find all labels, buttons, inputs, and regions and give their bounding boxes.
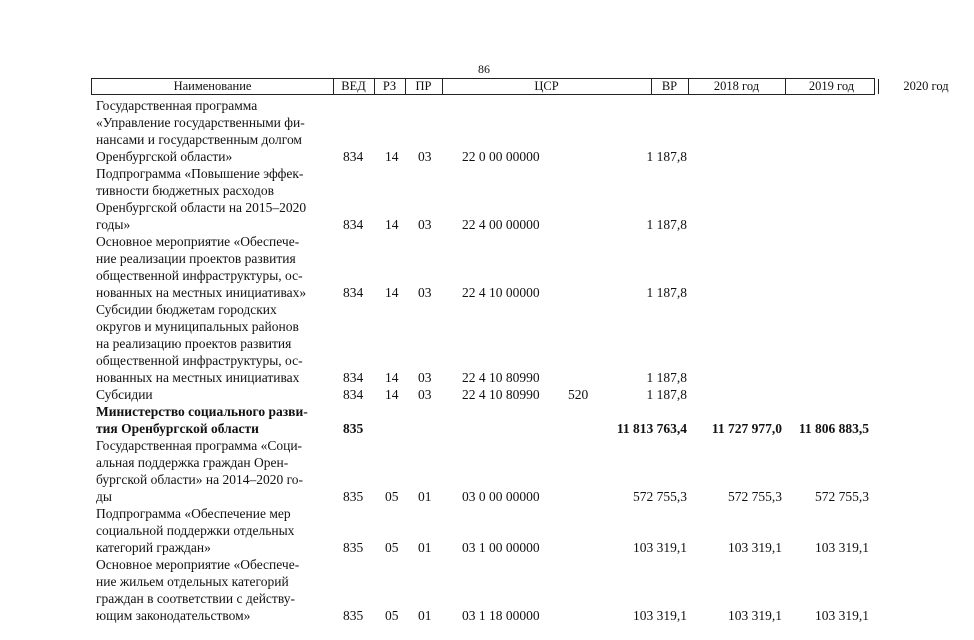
cell-ved: 835 bbox=[343, 540, 364, 555]
cell-pr: 01 bbox=[418, 540, 432, 555]
cell-y2020: 103 319,1 bbox=[815, 608, 869, 623]
cell-csr: 22 4 00 00000 bbox=[462, 217, 540, 232]
row-name bbox=[96, 97, 336, 165]
header-2020: 2020 год bbox=[903, 79, 949, 93]
row-name-line: Министерство социального разви- bbox=[96, 404, 308, 419]
cell-rz: 14 bbox=[385, 370, 399, 385]
table-row bbox=[0, 165, 905, 233]
row-name-line: округов и муниципальных районов bbox=[96, 319, 299, 334]
cell-y2020: 11 806 883,5 bbox=[798, 421, 869, 436]
table-row bbox=[0, 437, 905, 505]
row-name-line: тивности бюджетных расходов bbox=[96, 183, 275, 198]
row-name-line: Субсидии бюджетам городских bbox=[96, 302, 277, 317]
row-name-line: граждан в соответствии с действу- bbox=[96, 591, 295, 606]
cell-ved: 834 bbox=[343, 217, 364, 232]
cell-ved: 835 bbox=[343, 421, 364, 436]
header-vr: ВР bbox=[651, 79, 689, 94]
cell-ved: 834 bbox=[343, 370, 364, 385]
cell-pr: 01 bbox=[418, 489, 432, 504]
cell-y2018: 1 187,8 bbox=[646, 149, 687, 164]
row-name-line: Подпрограмма «Обеспечение мер bbox=[96, 506, 291, 521]
cell-y2018: 1 187,8 bbox=[646, 370, 687, 385]
row-name-line: категорий граждан» bbox=[96, 540, 211, 555]
row-name-line: Субсидии bbox=[96, 387, 153, 402]
cell-ved: 835 bbox=[343, 608, 364, 623]
row-name-line: Государственная программа «Соци- bbox=[96, 438, 303, 453]
table-row bbox=[0, 505, 905, 556]
cell-pr: 03 bbox=[418, 370, 432, 385]
cell-y2020: 103 319,1 bbox=[815, 540, 869, 555]
table-row bbox=[0, 386, 905, 403]
cell-y2018: 1 187,8 bbox=[646, 217, 687, 232]
cell-y2018: 103 319,1 bbox=[633, 608, 687, 623]
header-2019: 2019 год bbox=[785, 79, 879, 94]
header-csr: ЦСР bbox=[442, 79, 652, 94]
row-name-line: «Управление государственными фи- bbox=[96, 115, 305, 130]
row-name-line: нованных на местных инициативах bbox=[96, 370, 300, 385]
cell-y2019: 103 319,1 bbox=[728, 540, 782, 555]
cell-rz: 05 bbox=[385, 540, 399, 555]
cell-rz: 05 bbox=[385, 608, 399, 623]
cell-rz: 14 bbox=[385, 387, 399, 402]
row-name-line: на реализацию проектов развития bbox=[96, 336, 292, 351]
row-name-line: Основное мероприятие «Обеспече- bbox=[96, 557, 300, 572]
row-name-line: ние реализации проектов развития bbox=[96, 251, 296, 266]
row-name-line: социальной поддержки отдельных bbox=[96, 523, 295, 538]
row-name-line: Оренбургской области» bbox=[96, 149, 233, 164]
cell-csr: 22 4 10 80990 bbox=[462, 387, 540, 402]
cell-pr: 01 bbox=[418, 608, 432, 623]
row-name-line: Основное мероприятие «Обеспече- bbox=[96, 234, 300, 249]
header-ved: ВЕД bbox=[333, 79, 375, 94]
cell-pr: 03 bbox=[418, 285, 432, 300]
page-number: 86 bbox=[478, 62, 490, 76]
cell-y2019: 572 755,3 bbox=[728, 489, 782, 504]
cell-ved: 834 bbox=[343, 285, 364, 300]
cell-csr: 03 0 00 00000 bbox=[462, 489, 540, 504]
row-name-line: ды bbox=[96, 489, 112, 504]
cell-y2020: 572 755,3 bbox=[815, 489, 869, 504]
table-row bbox=[0, 233, 905, 301]
row-name bbox=[96, 556, 336, 624]
cell-y2019: 11 727 977,0 bbox=[711, 421, 782, 436]
row-name-line: нансами и государственным долгом bbox=[96, 132, 302, 147]
row-name-line: годы» bbox=[96, 217, 131, 232]
row-name-line: ющим законодательством» bbox=[96, 608, 251, 623]
cell-rz: 14 bbox=[385, 149, 399, 164]
row-name-line: ние жильем отдельных категорий bbox=[96, 574, 289, 589]
header-pr: ПР bbox=[405, 79, 443, 94]
header-2018: 2018 год bbox=[688, 79, 786, 94]
row-name-line: Оренбургской области на 2015–2020 bbox=[96, 200, 307, 215]
table-row bbox=[0, 301, 905, 386]
row-name bbox=[96, 233, 336, 301]
cell-ved: 834 bbox=[343, 149, 364, 164]
cell-csr: 03 1 18 00000 bbox=[462, 608, 540, 623]
cell-y2018: 11 813 763,4 bbox=[616, 421, 687, 436]
cell-y2018: 1 187,8 bbox=[646, 387, 687, 402]
cell-rz: 14 bbox=[385, 285, 399, 300]
cell-ved: 834 bbox=[343, 387, 364, 402]
cell-csr: 03 1 00 00000 bbox=[462, 540, 540, 555]
table-row bbox=[0, 556, 905, 624]
cell-pr: 03 bbox=[418, 387, 432, 402]
table-row bbox=[0, 403, 905, 437]
table-row bbox=[0, 97, 905, 165]
cell-rz: 05 bbox=[385, 489, 399, 504]
cell-csr: 22 4 10 00000 bbox=[462, 285, 540, 300]
header-name: Наименование bbox=[92, 79, 334, 94]
cell-y2018: 103 319,1 bbox=[633, 540, 687, 555]
cell-rz: 14 bbox=[385, 217, 399, 232]
cell-ved: 835 bbox=[343, 489, 364, 504]
row-name-line: бургской области» на 2014–2020 го- bbox=[96, 472, 304, 487]
row-name-line: нованных на местных инициативах» bbox=[96, 285, 307, 300]
cell-y2018: 572 755,3 bbox=[633, 489, 687, 504]
cell-vr: 520 bbox=[568, 387, 589, 402]
cell-y2019: 103 319,1 bbox=[728, 608, 782, 623]
cell-y2018: 1 187,8 bbox=[646, 285, 687, 300]
row-name-line: общественной инфраструктуры, ос- bbox=[96, 268, 303, 283]
row-name-line: альная поддержка граждан Орен- bbox=[96, 455, 289, 470]
table-header bbox=[91, 78, 949, 95]
row-name-line: Подпрограмма «Повышение эффек- bbox=[96, 166, 304, 181]
cell-csr: 22 0 00 00000 bbox=[462, 149, 540, 164]
row-name-line: общественной инфраструктуры, ос- bbox=[96, 353, 303, 368]
row-name bbox=[96, 386, 336, 403]
row-name bbox=[96, 505, 336, 556]
row-name bbox=[96, 403, 336, 437]
cell-pr: 03 bbox=[418, 149, 432, 164]
header-rz: РЗ bbox=[374, 79, 406, 94]
row-name-line: тия Оренбургской области bbox=[96, 421, 259, 436]
row-name bbox=[96, 301, 336, 386]
cell-csr: 22 4 10 80990 bbox=[462, 370, 540, 385]
row-name bbox=[96, 437, 336, 505]
row-name-line: Государственная программа bbox=[96, 98, 258, 113]
row-name bbox=[96, 165, 336, 233]
cell-pr: 03 bbox=[418, 217, 432, 232]
